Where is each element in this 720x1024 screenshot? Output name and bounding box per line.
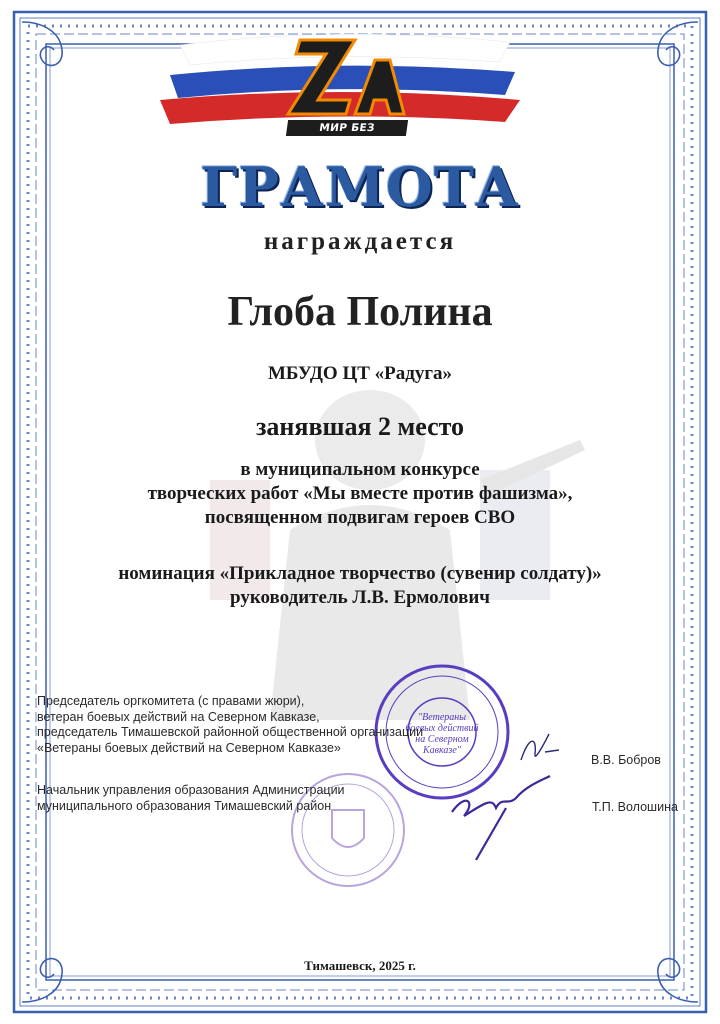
signatory-line: председатель Тимашевской районной общественной организации xyxy=(37,725,424,739)
signatory-line: Начальник управления образования Администрации xyxy=(37,783,345,797)
city-year: Тимашевск, 2025 г. xyxy=(304,958,416,973)
chair-signatory xyxy=(37,694,423,756)
supervisor: руководитель Л.В. Ермолович xyxy=(230,587,490,608)
logo-caption: МИР БЕЗ ФАШИЗМА xyxy=(286,120,408,136)
seal-line: "Ветераны xyxy=(417,712,467,723)
nomination-block xyxy=(0,562,720,610)
contest-description xyxy=(0,458,720,530)
place-awarded: занявшая 2 место xyxy=(255,412,465,441)
signatory-line: ветеран боевых действий на Северном Кавказе, xyxy=(37,709,320,724)
contest-line: посвященном подвигам героев СВО xyxy=(204,507,516,528)
head-name: Т.П. Волошина xyxy=(592,800,678,814)
nomination: номинация «Прикладное творчество (сувенир солдату)» xyxy=(118,563,602,584)
head-signatory xyxy=(37,783,345,814)
signatory-line: Председатель оргкомитета (с правами жюри), xyxy=(37,694,305,708)
chair-name: В.В. Бобров xyxy=(591,753,661,767)
recipient-name: Глоба Полина xyxy=(227,289,493,335)
signatory-line: «Ветераны боевых действий на Северном Кавказе» xyxy=(37,740,341,755)
contest-line: творческих работ «Мы вместе против фашизма», xyxy=(147,483,573,504)
certificate-title: ГРАМОТА xyxy=(200,155,520,219)
organization: МБУДО ЦТ «Радуга» xyxy=(268,363,452,384)
awarded-label: награждается xyxy=(263,228,457,255)
seal-line: боевых действий xyxy=(405,723,479,734)
seal-line: Кавказе" xyxy=(423,745,461,756)
chair-signature xyxy=(515,726,565,770)
contest-line: в муниципальном конкурсе xyxy=(240,459,480,480)
signatory-line: муниципального образования Тимашевский район xyxy=(37,798,332,813)
head-signature xyxy=(446,772,556,864)
seal-line: на Северном xyxy=(415,734,469,745)
